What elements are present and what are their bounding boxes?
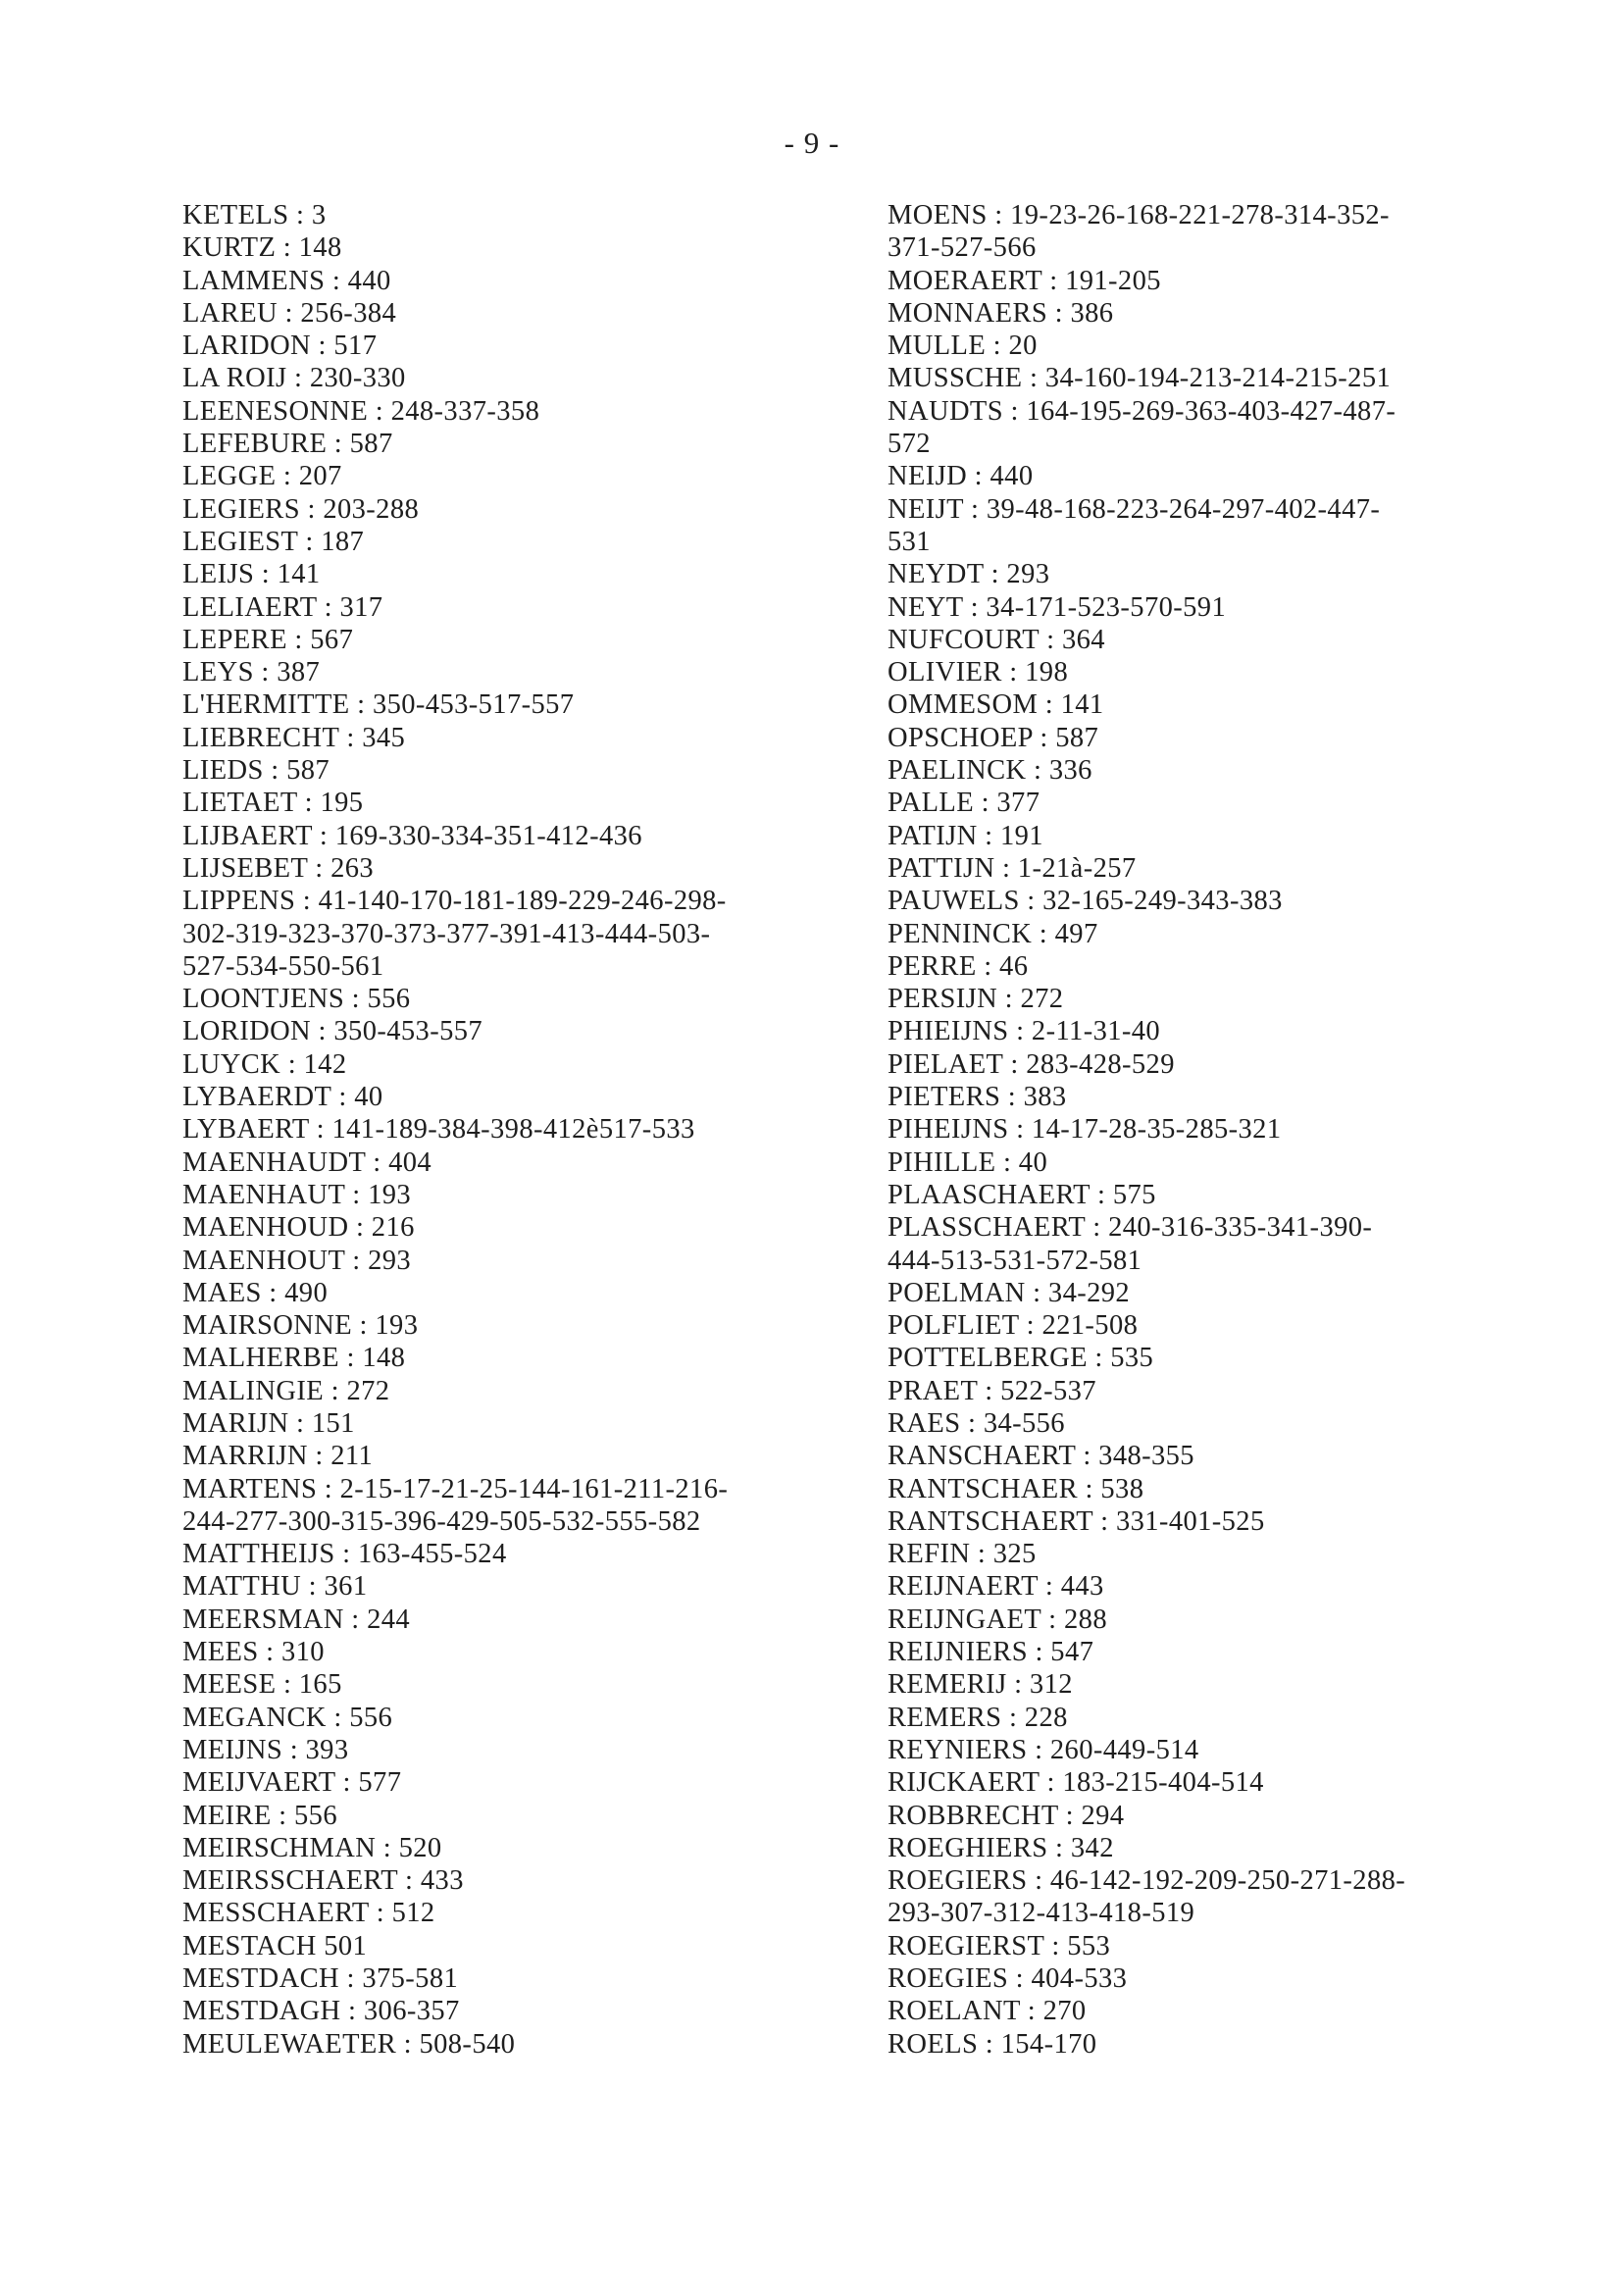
index-entry: MEESE : 165 — [182, 1669, 342, 1701]
index-entry: ROEGHIERS : 342 — [888, 1832, 1114, 1863]
index-entry: OMMESOM : 141 — [888, 689, 1104, 721]
index-entry: LEGGE : 207 — [182, 461, 342, 492]
index-entry: LIJSEBET : 263 — [182, 852, 375, 884]
index-entry: REMERIJ : 312 — [888, 1669, 1073, 1701]
index-entry: REIJNAERT : 443 — [888, 1571, 1104, 1603]
index-entry: 572 — [888, 429, 931, 460]
index-entry: PHIEIJNS : 2-11-31-40 — [888, 1016, 1161, 1047]
index-entry: LIJBAERT : 169-330-334-351-412-436 — [182, 820, 642, 851]
index-entry: NAUDTS : 164-195-269-363-403-427-487- — [888, 395, 1396, 427]
index-entry: PLASSCHAERT : 240-316-335-341-390- — [888, 1212, 1373, 1244]
index-entry: 244-277-300-315-396-429-505-532-555-582 — [182, 1505, 701, 1537]
index-entry: MEIJNS : 393 — [182, 1734, 349, 1765]
index-entry: KETELS : 3 — [182, 200, 327, 230]
index-entry: LELIAERT : 317 — [182, 591, 383, 623]
index-entry: MAENHAUDT : 404 — [182, 1146, 432, 1178]
index-entry: POELMAN : 34-292 — [888, 1277, 1131, 1308]
index-entry: MEIJVAERT : 577 — [182, 1767, 402, 1799]
index-entry: LA ROIJ : 230-330 — [182, 363, 406, 394]
index-entry: 293-307-312-413-418-519 — [888, 1898, 1195, 1929]
index-entry: ROBBRECHT : 294 — [888, 1800, 1125, 1831]
index-column-left — [182, 199, 859, 2061]
index-entry: REFIN : 325 — [888, 1539, 1037, 1570]
index-entry: 302-319-323-370-373-377-391-413-444-503- — [182, 918, 711, 949]
index-entry: MOENS : 19-23-26-168-221-278-314-352- — [888, 200, 1390, 230]
index-entry: LAMMENS : 440 — [182, 265, 391, 296]
index-entry: MEES : 310 — [182, 1637, 325, 1668]
index-entry: LAREU : 256-384 — [182, 297, 397, 329]
index-entry: PIELAET : 283-428-529 — [888, 1048, 1175, 1080]
index-entry: MAENHOUD : 216 — [182, 1212, 415, 1244]
index-entry: 527-534-550-561 — [182, 950, 384, 982]
index-entry: RANTSCHAER : 538 — [888, 1473, 1144, 1504]
index-entry: 444-513-531-572-581 — [888, 1245, 1142, 1276]
index-entry: PERSIJN : 272 — [888, 984, 1064, 1015]
index-entry: LEGIEST : 187 — [182, 526, 365, 557]
index-entry: MATTHU : 361 — [182, 1571, 368, 1603]
index-entry: ROELS : 154-170 — [888, 2028, 1097, 2060]
index-entry: LIETAET : 195 — [182, 788, 364, 819]
index-entry: MALHERBE : 148 — [182, 1343, 406, 1374]
index-entry: MESTDACH : 375-581 — [182, 1963, 459, 1995]
index-entry: NUFCOURT : 364 — [888, 624, 1105, 655]
index-entry: LEFEBURE : 587 — [182, 429, 393, 460]
index-entry: REYNIERS : 260-449-514 — [888, 1734, 1199, 1765]
index-entry: RANSCHAERT : 348-355 — [888, 1441, 1194, 1472]
index-entry: PENNINCK : 497 — [888, 918, 1098, 949]
index-entry: MEIRE : 556 — [182, 1800, 337, 1831]
index-entry: LYBAERDT : 40 — [182, 1082, 383, 1113]
index-entry: REMERS : 228 — [888, 1702, 1068, 1733]
index-entry: ROEGIES : 404-533 — [888, 1963, 1128, 1995]
index-entry: MAES : 490 — [182, 1277, 329, 1308]
index-entry: 531 — [888, 526, 931, 557]
index-entry: 371-527-566 — [888, 232, 1037, 264]
index-entry: LOONTJENS : 556 — [182, 984, 411, 1015]
index-entry: LIEBRECHT : 345 — [182, 722, 406, 753]
index-entry: PAELINCK : 336 — [888, 755, 1092, 787]
index-entry: LUYCK : 142 — [182, 1048, 347, 1080]
index-entry: PAUWELS : 32-165-249-343-383 — [888, 886, 1283, 917]
index-entry: OLIVIER : 198 — [888, 657, 1069, 688]
index-entry: MARTENS : 2-15-17-21-25-144-161-211-216- — [182, 1473, 729, 1504]
index-entry: LEGIERS : 203-288 — [182, 493, 420, 525]
index-entry: MAENHOUT : 293 — [182, 1245, 412, 1276]
index-entry: NEYT : 34-171-523-570-591 — [888, 591, 1227, 623]
index-entry: LIPPENS : 41-140-170-181-189-229-246-298- — [182, 886, 727, 917]
index-entry: LEENESONNE : 248-337-358 — [182, 395, 540, 427]
index-entry: PATIJN : 191 — [888, 820, 1043, 851]
index-entry: RAES : 34-556 — [888, 1407, 1065, 1439]
index-entry: MEGANCK : 556 — [182, 1702, 393, 1733]
index-entry: PIHILLE : 40 — [888, 1146, 1048, 1178]
index-entry: MALINGIE : 272 — [182, 1375, 390, 1406]
index-entry: RANTSCHAERT : 331-401-525 — [888, 1505, 1265, 1537]
index-entry: MOERAERT : 191-205 — [888, 265, 1161, 296]
index-entry: LIEDS : 587 — [182, 755, 330, 787]
index-entry: MATTHEIJS : 163-455-524 — [182, 1539, 507, 1570]
index-entry: REIJNIERS : 547 — [888, 1637, 1094, 1668]
index-entry: OPSCHOEP : 587 — [888, 722, 1099, 753]
index-entry: MONNAERS : 386 — [888, 297, 1114, 329]
index-entry: MAENHAUT : 193 — [182, 1179, 412, 1210]
index-entry: LEYS : 387 — [182, 657, 321, 688]
index-entry: PALLE : 377 — [888, 788, 1040, 819]
index-entry: ROEGIERS : 46-142-192-209-250-271-288- — [888, 1865, 1406, 1897]
index-entry: MARIJN : 151 — [182, 1407, 355, 1439]
index-entry: KURTZ : 148 — [182, 232, 342, 264]
index-entry: MEERSMAN : 244 — [182, 1604, 411, 1635]
index-entry: MAIRSONNE : 193 — [182, 1310, 419, 1342]
index-entry: PERRE : 46 — [888, 950, 1029, 982]
index-entry: MEIRSCHMAN : 520 — [182, 1832, 442, 1863]
index-entry: MARRIJN : 211 — [182, 1441, 374, 1472]
index-entry: MUSSCHE : 34-160-194-213-214-215-251 — [888, 363, 1392, 394]
index-entry: MULLE : 20 — [888, 331, 1038, 362]
index-entry: LARIDON : 517 — [182, 331, 378, 362]
index-column-right — [888, 199, 1554, 2061]
index-entry: ROELANT : 270 — [888, 1996, 1087, 2027]
index-entry: POLFLIET : 221-508 — [888, 1310, 1139, 1342]
index-entry: PATTIJN : 1-21à-257 — [888, 852, 1137, 884]
index-entry: LORIDON : 350-453-557 — [182, 1016, 483, 1047]
index-entry: NEYDT : 293 — [888, 559, 1050, 590]
index-entry: MEULEWAETER : 508-540 — [182, 2028, 516, 2060]
index-entry: LYBAERT : 141-189-384-398-412è517-533 — [182, 1114, 695, 1146]
index-entry: PLAASCHAERT : 575 — [888, 1179, 1156, 1210]
index-entry: REIJNGAET : 288 — [888, 1604, 1107, 1635]
index-entry: LEIJS : 141 — [182, 559, 321, 590]
index-entry: ROEGIERST : 553 — [888, 1930, 1111, 1961]
index-entry: LEPERE : 567 — [182, 624, 354, 655]
index-entry: MEIRSSCHAERT : 433 — [182, 1865, 464, 1897]
index-entry: L'HERMITTE : 350-453-517-557 — [182, 689, 575, 721]
index-entry: NEIJD : 440 — [888, 461, 1034, 492]
index-entry: PIHEIJNS : 14-17-28-35-285-321 — [888, 1114, 1282, 1146]
page-number: - 9 - — [784, 126, 840, 160]
index-entry: NEIJT : 39-48-168-223-264-297-402-447- — [888, 493, 1381, 525]
index-entry: RIJCKAERT : 183-215-404-514 — [888, 1767, 1264, 1799]
index-entry: POTTELBERGE : 535 — [888, 1343, 1154, 1374]
index-entry: PIETERS : 383 — [888, 1082, 1067, 1113]
index-entry: MESTACH 501 — [182, 1930, 368, 1961]
index-entry: PRAET : 522-537 — [888, 1375, 1096, 1406]
index-entry: MESSCHAERT : 512 — [182, 1898, 435, 1929]
index-entry: MESTDAGH : 306-357 — [182, 1996, 460, 2027]
